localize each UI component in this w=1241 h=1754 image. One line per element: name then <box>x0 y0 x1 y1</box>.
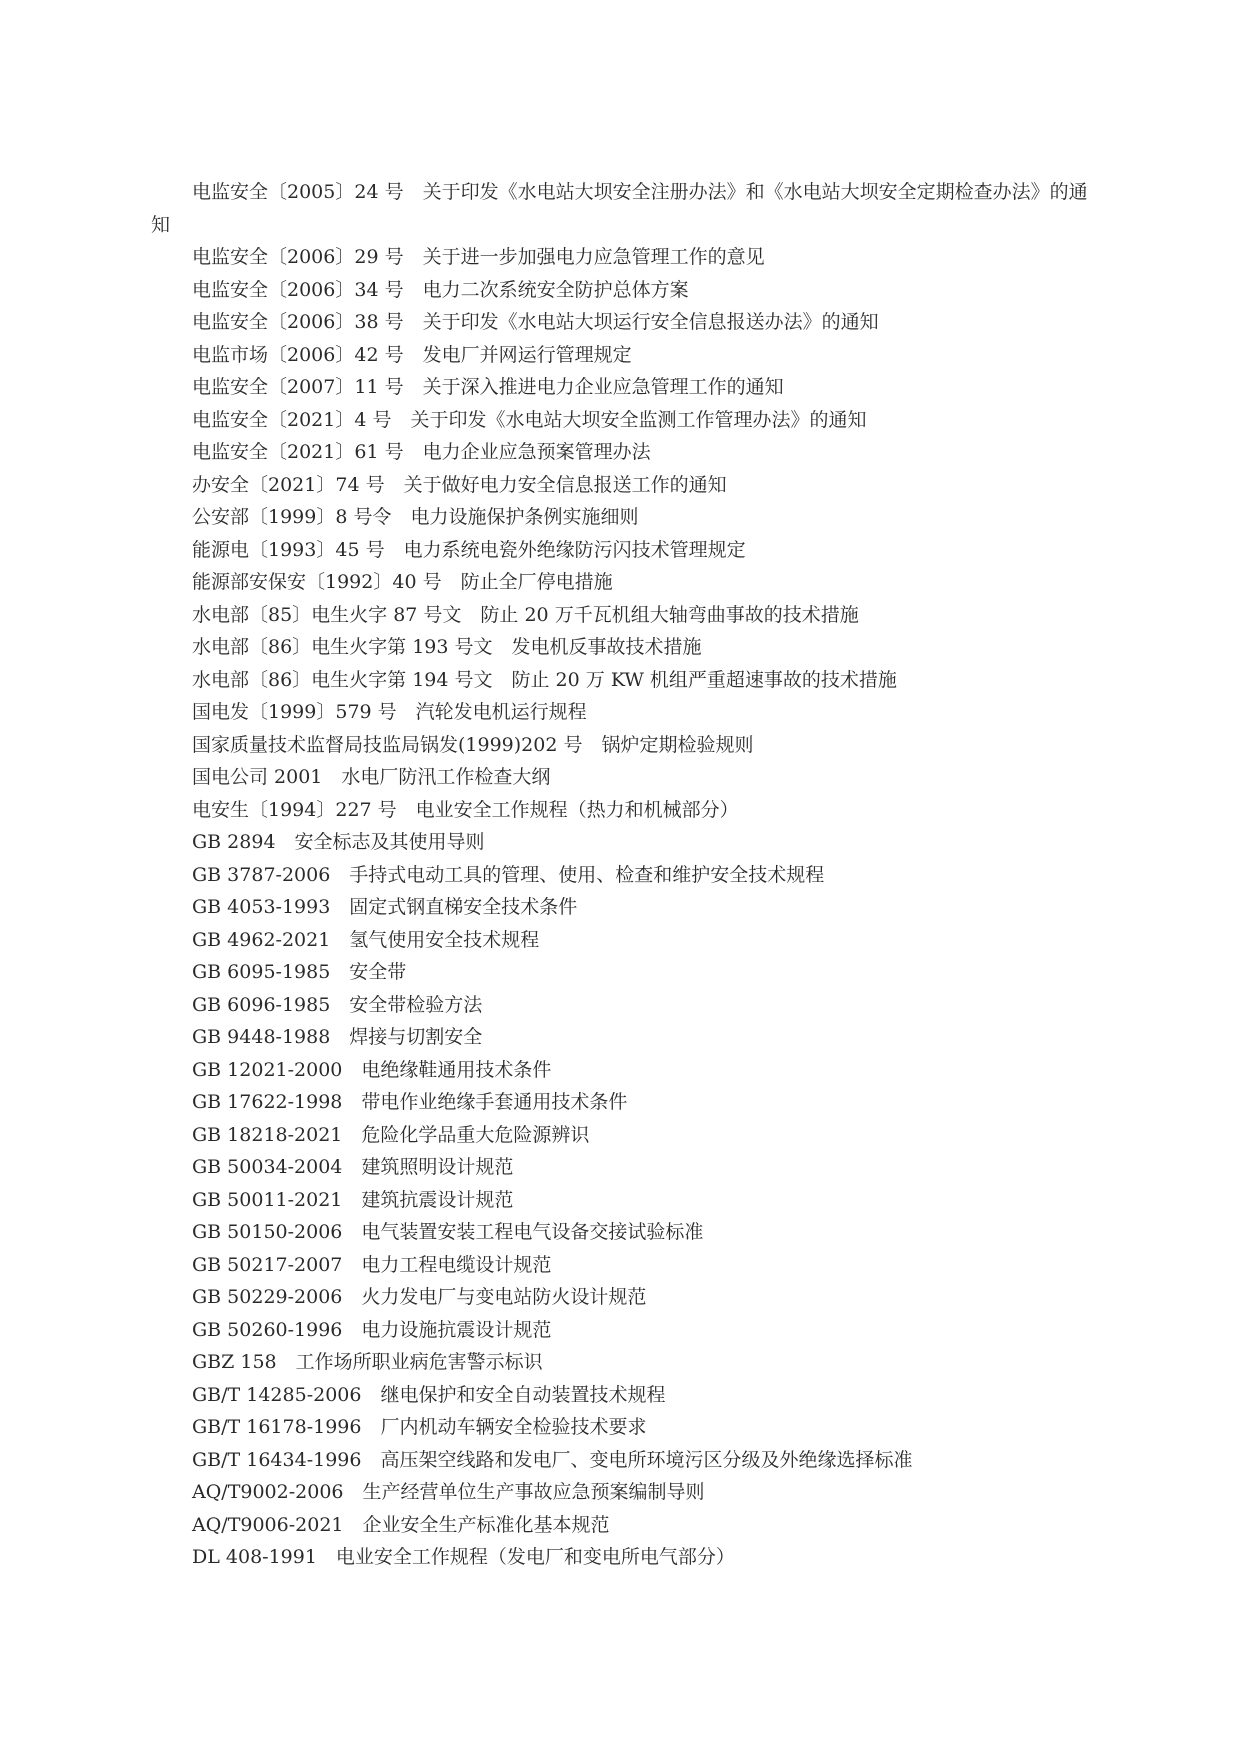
reference-item: 电监安全〔2021〕61 号 电力企业应急预案管理办法 <box>192 441 651 463</box>
reference-item: 国电发〔1999〕579 号 汽轮发电机运行规程 <box>192 701 587 723</box>
reference-item: GB/T 16434-1996 高压架空线路和发电厂、变电所环境污区分级及外绝缘选择标准 <box>192 1448 913 1471</box>
reference-item: 电监安全〔2021〕4 号 关于印发《水电站大坝安全监测工作管理办法》的通知 <box>192 408 867 431</box>
reference-item: 水电部〔85〕电生火字 87 号文 防止 20 万千瓦机组大轴弯曲事故的技术措施 <box>192 603 859 626</box>
reference-item: 能源电〔1993〕45 号 电力系统电瓷外绝缘防污闪技术管理规定 <box>192 538 746 561</box>
reference-item: 电监安全〔2006〕38 号 关于印发《水电站大坝运行安全信息报送办法》的通知 <box>192 311 879 333</box>
reference-item: 公安部〔1999〕8 号令 电力设施保护条例实施细则 <box>192 506 639 528</box>
reference-item: GB/T 16178-1996 厂内机动车辆安全检验技术要求 <box>192 1416 647 1438</box>
reference-item: GB 2894 安全标志及其使用导则 <box>192 831 485 853</box>
reference-item: GB 6096-1985 安全带检验方法 <box>192 993 483 1016</box>
reference-item: GB 6095-1985 安全带 <box>192 961 407 983</box>
reference-item: DL 408-1991 电业安全工作规程（发电厂和变电所电气部分） <box>192 1546 735 1568</box>
reference-item: GB/T 14285-2006 继电保护和安全自动装置技术规程 <box>192 1383 666 1406</box>
reference-item: 水电部〔86〕电生火字第 193 号文 发电机反事故技术措施 <box>192 636 702 658</box>
reference-item: 电监市场〔2006〕42 号 发电厂并网运行管理规定 <box>192 343 632 366</box>
reference-item: GB 4053-1993 固定式钢直梯安全技术条件 <box>192 896 578 918</box>
reference-item: AQ/T9002-2006 生产经营单位生产事故应急预案编制导则 <box>192 1481 705 1503</box>
reference-item: GBZ 158 工作场所职业病危害警示标识 <box>192 1351 543 1373</box>
reference-item: GB 50011-2021 建筑抗震设计规范 <box>192 1188 514 1211</box>
reference-item: GB 9448-1988 焊接与切割安全 <box>192 1026 483 1048</box>
reference-item: 电安生〔1994〕227 号 电业安全工作规程（热力和机械部分） <box>192 798 739 821</box>
reference-item: GB 18218-2021 危险化学品重大危险源辨识 <box>192 1123 590 1146</box>
reference-item: 电监安全〔2005〕24 号 关于印发《水电站大坝安全注册办法》和《水电站大坝安全定期检查办法》的通知 <box>151 181 1088 236</box>
reference-item: 电监安全〔2007〕11 号 关于深入推进电力企业应急管理工作的通知 <box>192 376 784 398</box>
reference-item: GB 17622-1998 带电作业绝缘手套通用技术条件 <box>192 1091 628 1113</box>
reference-item: 电监安全〔2006〕34 号 电力二次系统安全防护总体方案 <box>192 278 689 301</box>
reference-item: GB 50034-2004 建筑照明设计规范 <box>192 1156 514 1178</box>
reference-item: GB 50260-1996 电力设施抗震设计规范 <box>192 1318 552 1341</box>
reference-item: GB 4962-2021 氢气使用安全技术规程 <box>192 928 540 951</box>
reference-item: 办安全〔2021〕74 号 关于做好电力安全信息报送工作的通知 <box>192 473 727 496</box>
reference-item: GB 50229-2006 火力发电厂与变电站防火设计规范 <box>192 1286 647 1308</box>
reference-item: 能源部安保安〔1992〕40 号 防止全厂停电措施 <box>192 571 613 593</box>
reference-item: AQ/T9006-2021 企业安全生产标准化基本规范 <box>192 1513 610 1536</box>
reference-list <box>151 176 1101 1574</box>
reference-item: GB 50150-2006 电气装置安装工程电气设备交接试验标准 <box>192 1221 704 1243</box>
reference-item: 电监安全〔2006〕29 号 关于进一步加强电力应急管理工作的意见 <box>192 246 765 268</box>
reference-item: 国家质量技术监督局技监局锅发(1999)202 号 锅炉定期检验规则 <box>192 733 754 756</box>
reference-item: GB 3787-2006 手持式电动工具的管理、使用、检查和维护安全技术规程 <box>192 863 825 886</box>
reference-item: 水电部〔86〕电生火字第 194 号文 防止 20 万 KW 机组严重超速事故的技术措施 <box>192 668 897 691</box>
reference-item: GB 50217-2007 电力工程电缆设计规范 <box>192 1253 552 1276</box>
reference-item: GB 12021-2000 电绝缘鞋通用技术条件 <box>192 1058 552 1081</box>
reference-item: 国电公司 2001 水电厂防汛工作检查大纲 <box>192 766 551 788</box>
